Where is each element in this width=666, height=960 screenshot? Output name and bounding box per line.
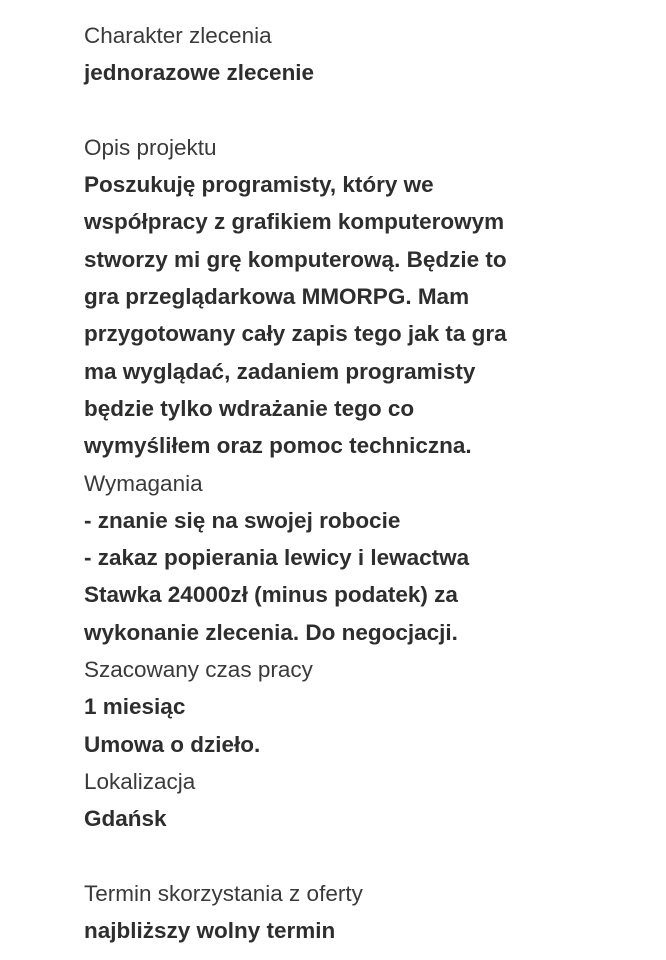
description-line: współpracy z grafikiem komputerowym <box>84 209 505 235</box>
description-line: wymyśliłem oraz pomoc techniczna. <box>84 433 472 459</box>
requirements-line: Stawka 24000zł (minus podatek) za <box>84 582 458 608</box>
requirements-label: Wymagania <box>84 470 203 496</box>
time-line: Umowa o dzieło. <box>84 731 261 757</box>
description-line: Poszukuję programisty, który we <box>84 172 434 198</box>
term-value: najbliższy wolny termin <box>84 918 336 944</box>
section-spacer <box>84 838 642 875</box>
time-label: Szacowany czas pracy <box>84 657 313 683</box>
job-type-label: Charakter zlecenia <box>84 23 272 48</box>
description-line: gra przeglądarkowa MMORPG. Mam <box>84 284 470 310</box>
description-line: będzie tylko wdrażanie tego co <box>84 395 415 421</box>
description-line: przygotowany cały zapis tego jak ta gra <box>84 321 507 347</box>
description-line: stworzy mi grę komputerową. Będzie to <box>84 246 507 272</box>
location-label: Lokalizacja <box>84 768 196 794</box>
time-line: 1 miesiąc <box>84 694 186 720</box>
requirements-line: - znanie się na swojej robocie <box>84 507 401 533</box>
term-label: Termin skorzystania z oferty <box>84 880 363 906</box>
description-label: Opis projektu <box>84 134 217 160</box>
location-value: Gdańsk <box>84 806 167 832</box>
requirements-line: wykonanie zlecenia. Do negocjacji. <box>84 619 458 645</box>
section-spacer <box>84 92 642 129</box>
job-type-value: jednorazowe zlecenie <box>84 60 315 86</box>
description-line: ma wyglądać, zadaniem programisty <box>84 358 476 384</box>
requirements-line: - zakaz popierania lewicy i lewactwa <box>84 545 470 571</box>
